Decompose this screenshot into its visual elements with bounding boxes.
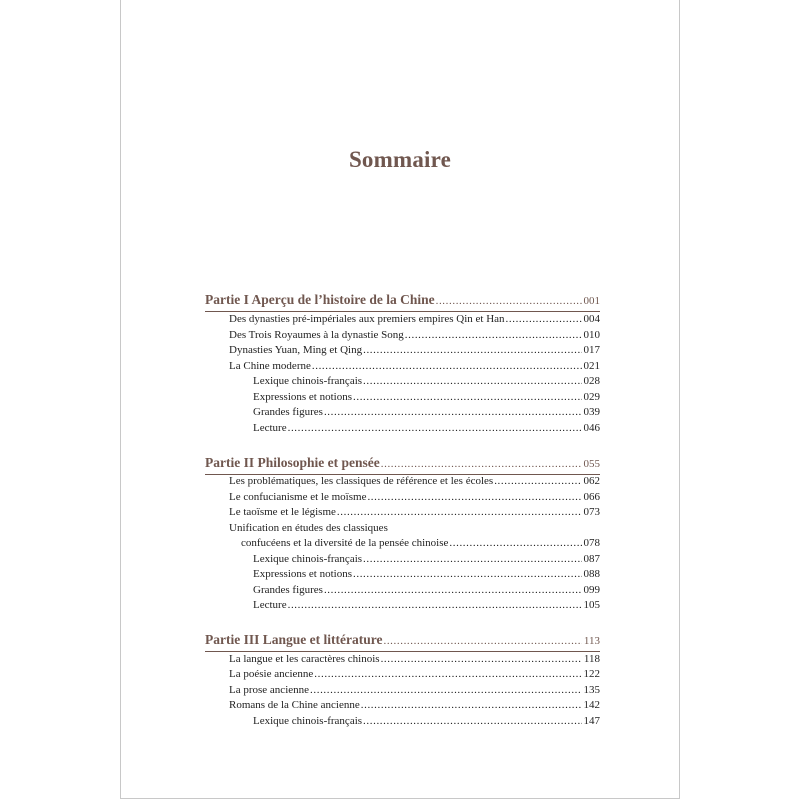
dot-leader <box>312 359 582 373</box>
dot-leader <box>383 632 581 649</box>
toc-entry-label: Grandes figures <box>253 583 323 596</box>
toc-entry-label: confucéens et la diversité de la pensée chinoise <box>241 537 449 549</box>
toc-page-number: 142 <box>583 699 600 711</box>
toc-entry[interactable] <box>205 567 600 581</box>
toc-part-1[interactable] <box>205 292 600 312</box>
dot-leader <box>367 490 581 504</box>
dot-leader <box>353 567 582 581</box>
toc-entry[interactable] <box>205 698 600 712</box>
toc-page-number: 105 <box>583 599 600 611</box>
toc-entry-label: Lexique chinois-français <box>253 375 363 387</box>
dot-leader <box>381 652 582 666</box>
dot-leader <box>363 343 581 357</box>
toc-page-number: 062 <box>583 475 600 487</box>
toc-page-number: 046 <box>583 421 600 434</box>
toc-entry-label: Grandes figures <box>253 406 323 418</box>
dot-leader <box>361 698 582 712</box>
toc-part-3[interactable] <box>205 632 600 652</box>
toc-page-number: 017 <box>583 344 600 356</box>
toc-page-number: 078 <box>583 537 600 549</box>
toc-page-number: 001 <box>583 295 600 307</box>
dot-leader <box>381 455 582 472</box>
toc-entry[interactable] <box>205 312 600 326</box>
dot-leader <box>494 474 581 488</box>
toc-entry-label: La prose ancienne <box>229 683 310 696</box>
toc-entry[interactable] <box>205 714 600 728</box>
dot-leader <box>363 714 581 728</box>
toc-entry-label: Lexique chinois-français <box>253 552 363 565</box>
toc-page-number: 118 <box>583 652 600 665</box>
page-title: Sommaire <box>348 147 452 172</box>
toc-entry[interactable] <box>205 583 600 597</box>
toc-page-number: 088 <box>583 568 600 580</box>
toc-entry[interactable] <box>205 474 600 488</box>
toc-entry[interactable] <box>205 667 600 681</box>
toc-page-number: 010 <box>583 328 600 341</box>
table-of-contents <box>205 0 600 798</box>
dot-leader <box>506 312 582 326</box>
toc-part-label: Partie III Langue et littérature <box>205 632 383 647</box>
toc-entry[interactable] <box>205 390 600 404</box>
toc-page-number: 099 <box>583 583 600 596</box>
toc-page-number: 066 <box>583 490 600 503</box>
dot-leader <box>363 552 581 566</box>
toc-entry[interactable] <box>205 683 600 697</box>
toc-entry[interactable] <box>205 405 600 419</box>
toc-page-number: 135 <box>583 683 600 696</box>
dot-leader <box>449 536 581 550</box>
dot-leader <box>353 390 582 404</box>
dot-leader <box>310 683 581 697</box>
toc-entry-label: Unification en études des classiques <box>229 521 388 534</box>
dot-leader <box>436 292 582 309</box>
toc-entry-label: Expressions et notions <box>253 568 352 580</box>
toc-entry-label: Les problématiques, les classiques de référence et les écoles <box>229 475 494 487</box>
dot-leader <box>324 405 582 419</box>
toc-entry[interactable] <box>205 374 600 388</box>
dot-leader <box>288 598 582 612</box>
toc-page-number: 028 <box>583 375 600 387</box>
toc-entry-label: Le taoïsme et le légisme <box>229 506 336 518</box>
toc-page-number: 113 <box>583 635 600 647</box>
toc-entry-label: Lecture <box>253 599 287 611</box>
toc-entry[interactable] <box>205 490 600 504</box>
toc-page-number: 087 <box>583 552 600 565</box>
dot-leader <box>288 421 582 435</box>
toc-entry-label: Lecture <box>253 421 287 434</box>
toc-page-number: 021 <box>583 359 600 372</box>
toc-entry[interactable] <box>205 343 600 357</box>
toc-entry[interactable] <box>205 598 600 612</box>
dot-leader <box>324 583 582 597</box>
toc-entry-label: La poésie ancienne <box>229 668 314 680</box>
toc-page-number: 029 <box>583 390 600 403</box>
toc-entry-label: Lexique chinois-français <box>253 714 363 727</box>
toc-entry[interactable] <box>205 552 600 566</box>
toc-page-number: 122 <box>583 668 600 680</box>
toc-page-number: 073 <box>583 506 600 518</box>
toc-entry[interactable] <box>205 359 600 373</box>
toc-entry-label: Dynasties Yuan, Ming et Qing <box>229 344 363 356</box>
dot-leader <box>405 328 582 342</box>
toc-entry-label: Des Trois Royaumes à la dynastie Song <box>229 328 404 341</box>
toc-part-label: Partie II Philosophie et pensée <box>205 455 380 470</box>
toc-entry-label: Expressions et notions <box>253 390 352 403</box>
toc-page-number: 055 <box>583 458 600 470</box>
document-page <box>120 0 680 799</box>
toc-entry-label: Des dynasties pré-impériales aux premiers empires Qin et Han <box>229 313 505 325</box>
toc-entry[interactable] <box>205 421 600 435</box>
toc-page-number: 147 <box>583 714 600 727</box>
toc-entry[interactable] <box>205 328 600 342</box>
toc-entry-label: Le confucianisme et le moïsme <box>229 490 367 503</box>
toc-page-number: 039 <box>583 406 600 418</box>
toc-page-number: 004 <box>583 313 600 325</box>
toc-entry-label: Romans de la Chine ancienne <box>229 699 360 711</box>
toc-entry[interactable] <box>205 521 600 535</box>
toc-part-2[interactable] <box>205 455 600 475</box>
toc-entry[interactable] <box>205 652 600 666</box>
dot-leader <box>337 505 582 519</box>
toc-entry-label: La Chine moderne <box>229 359 311 372</box>
toc-part-label: Partie I Aperçu de l’histoire de la Chine <box>205 292 435 307</box>
dot-leader <box>314 667 581 681</box>
toc-entry[interactable] <box>205 536 600 550</box>
toc-entry[interactable] <box>205 505 600 519</box>
dot-leader <box>363 374 581 388</box>
toc-entry-label: La langue et les caractères chinois <box>229 652 380 665</box>
